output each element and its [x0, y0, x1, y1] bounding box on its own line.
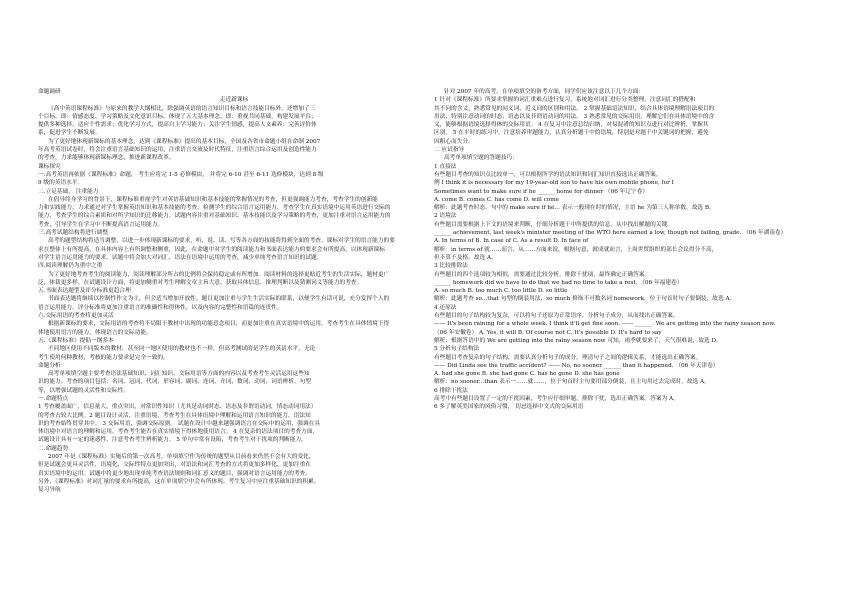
text-line: 三.高考试题结构将进行调整	[38, 230, 109, 237]
text-line: 的考查占较大比例。2 题目设计灵活，注重语境，考查考生在具体语境中理解和运用语言知识的能力，语法知	[38, 412, 311, 419]
text-line: 4 还原法	[434, 304, 457, 311]
text-line: A. had she gone B. she had gone C. has he gone D. she has gone	[434, 371, 620, 378]
text-line: 识的考查始终贯穿其中。 3 交际用语，强调交际原则。 试题在设计中越来越强调语言在交际中的运用，强调在具	[38, 420, 321, 427]
text-line: 根据新课标的要求，交际用语的考查将不局限于教材中出现的功能意念项目，而更加注重在真实语境中的运用，考查考生在具体情境下得	[48, 321, 390, 328]
text-line: 高考单项填空题的答题技巧：	[444, 155, 518, 162]
text-line: 6 多了解英美国家的风俗习惯， 切忌选择中文式的交际用语	[434, 404, 584, 411]
text-line: 求在整体上有所提高，在具体内容上有所调整和侧重，因此，在命题中对学生的阅读能力和书面表达能力的要求会有所提高，以体现新课标	[38, 246, 385, 253]
text-line: 义，能够根据语境选择得体的交际用语。 4 在复习中注意总结归纳，对易混淆的知识点进行对比辨析，掌握其	[434, 122, 709, 129]
text-line: 但不算不及格。故选 A。	[434, 254, 497, 261]
text-line: 在倡导终身学习的背景下，课程标准重视学生对英语基础知识和基本技能的掌握情况的考查，但更强调能力考查，考查学生的创新能	[48, 196, 378, 203]
text-line: 2007 年是《课程标准》实施后的第一次高考，单项填空作为传统的题型从目前看来仍然不会有大的变化，	[48, 454, 315, 461]
text-line: Sometimes want to make sure if he ______ home for dinner （06 年辽宁卷）	[434, 188, 649, 195]
text-line: 针对 2007 年的高考，在单项填空的备考方面，同学们应该注意以下几个方面：	[444, 89, 645, 95]
text-line: 泛，体裁更多样。在试题设计方面，将更加侧重对考生理解文章主旨大意、获取具体信息、推理判断以及猜测词义等能力的考查。	[38, 279, 363, 286]
section-heading: 命题分析	[38, 362, 61, 369]
text-line: 1 直接法	[434, 163, 457, 170]
text-line: 用法，特别注意动词的时态、语态以及非谓语动词的用法。 3 熟悉常见的交际用语，理解它们在具体语境中的含	[434, 113, 715, 120]
text-line: 的考查，力求能够体现新课标理念，推进新课程改革。	[38, 155, 175, 162]
text-line: 力和实践能力，力求通过对学生掌握英语知识和基本技能的考查，检测学生的综合语言运用能力，考查学生在真实语境中运用英语进行交际的	[38, 205, 391, 212]
text-line: 试题设计具有一定的迷惑性，注意考查考生辨析能力。 5 单句中常有设陷，考查考生对干扰项的判断能力。	[38, 437, 307, 444]
text-line: 高考的题型结构将适当调整，以进一步体现新课标的要求，听、说、读、写等各方面的技能将得到全面的考查。课标对学生的语言能力的要	[48, 238, 395, 245]
text-line: 《高中英语课程标准》与原来的教学大纲相比，除强调英语的语言知识目标和语言技能目标外，还增加了三	[48, 105, 316, 112]
text-line: 有些题目的句子结构较为复杂，可以将句子还原为正常语序，分析句子成分，从而找出正确答案。	[434, 313, 679, 320]
text-line: （06 年安徽卷） A. Yes, it will B. Of course not C. It's possible D. It's hard to say	[434, 329, 662, 336]
text-line: 2 语境法	[434, 213, 457, 220]
text-line: 年高考英语试卷时，将会注重语言基础知识的运用，注重语言交流及时代特征，注重语言综合运用及创造性能力	[38, 147, 317, 154]
text-line: 系，促进学生不断发展。	[38, 130, 101, 137]
text-line: 解析：此题考查时态。句中的 make sure if he... 表示一般现在时的情况，主语 he 为第三人称单数，故选 B。	[434, 205, 715, 212]
text-line: 为了更好地体现新课标的基本理念，达到《课程标准》提出的基本目标，全国及各省市命题小组在命制 2007	[48, 138, 321, 145]
text-line: 高考单项填空题主要考查语法基础知识、词汇知识、交际用语等方面的内容以及考查考生灵活运用这些知	[48, 371, 310, 378]
text-line: A. come B. comes C. has come D. will come	[434, 196, 559, 203]
text-line: 体语境中对语言的理解和运用。考查考生能否在真实情境下得体地使用语言。 4 在复杂的语法项目的考查方面，	[38, 429, 319, 436]
text-line: 一.命题特点	[38, 395, 69, 402]
text-line: 解析：此题考查 so...that 句型的倒装用法，so much 修饰不可数名词 homework，位于句首时句子要倒装，故选 A。	[434, 296, 736, 303]
text-line: A. In terms of B. In case of C. As a result D. In face of	[434, 238, 589, 245]
text-line: 解析：no sooner...than 表示一……就……，位于句首时主句要用部分倒装，且主句用过去完成时，故选 A。	[434, 379, 710, 386]
text-line: 等，以增强试题的灵活性和交际性。	[38, 387, 129, 394]
text-line: 二.命题趋势	[38, 445, 69, 452]
text-line: 3 比较排除法	[434, 263, 468, 270]
text-line: 9 级的英语水平。	[38, 180, 84, 187]
text-line: 高考中有些题目设置了一定的干扰因素，考生应仔细审题，排除干扰，选出正确答案。答案为 A。	[434, 395, 679, 402]
text-line: 六.交际用语的考查将更加灵活	[38, 313, 114, 320]
text-line: 1 针对《课程标准》所要求掌握的词汇重难点进行复习，系统地对词汇进行分类整理，注意词汇的搭配和	[434, 97, 696, 104]
section-heading: 课标探究	[38, 163, 61, 170]
text-line: 为了更好地考查考生的阅读能力，阅读理解部分所占的比例将会保持稳定或有所增加。阅读材料的选择更贴近考生的生活实际，题材更广	[48, 271, 390, 278]
text-line: 二.立足基础， 注重能力	[38, 188, 99, 195]
text-line: 例 I think it is necessary for my 19-year-old son to have his own mobile phone, for I	[434, 180, 674, 187]
text-line: 识的能力。考查的项目包括：名词、冠词、代词、形容词、副词、连词、介词、数词、动词、词语辨析、句型	[38, 379, 311, 386]
text-line: 不同地区使用不同版本的教材，甚至同一地区使用的教材也不一样，但高考测试的是学生的英语水平，无论	[48, 346, 316, 353]
right-column	[434, 88, 826, 412]
section-heading: 二 应试指导	[434, 147, 465, 154]
text-line: 有些题目考查的知识点比较单一，可以根据所学的语法知识和词汇知识直接选出正确答案。	[434, 171, 662, 178]
text-line: 其不同的含义，熟悉常见的同义词、近义词的区别和用法。 2 掌握基础语法知识，结合具体语境理解语法项目的	[434, 105, 715, 112]
text-line: 区别。 5 在平时的练习中，注意培养审题能力，认真分析题干中的语境，特别是对题干中关键词的把握，避免	[434, 130, 709, 137]
text-line: 语言运用能力。评分标准将更加注重语言的准确性和得体性，以及内容的完整性和语篇的连贯性。	[38, 304, 283, 311]
text-line: 真实语境中的运用。试题中将更少地出现单纯考查语法规则和词汇意义的题目，强调对语言运用能力的考查。	[38, 470, 311, 477]
text-line: 体地使用语言的能力，体现语言的交际功能。	[38, 329, 152, 336]
text-line: 提供多种选择，适应个性需求；优化学习方式，提高自主学习能力；关注学生情感，提高人文素养；完善评价体	[38, 122, 317, 129]
text-line: 五.书面表达题型及评分标准更趋合理	[38, 288, 131, 295]
section-heading: 复习导航	[38, 487, 61, 494]
text-line: 但是试题会更具灵活性，语境化、交际性特点更加突出，对语法和词汇考查的方式将更加多样化，更加注重在	[38, 462, 311, 469]
text-line: 5 分析句子结构法	[434, 346, 480, 353]
section-heading: 命题调研	[38, 89, 61, 95]
text-line: ______ achievement, last week's minister meeting of the WTO here earned a low, though not failing, grade. （06 年湖南卷）	[434, 230, 787, 237]
text-line: 书面表达题将继续以控制性作文为主，但会适当增加开放性。题目更加注重与学生生活实际的联系，以便学生有话可说，充分发挥个人的	[48, 296, 390, 303]
text-line: 能力，考查学生的综合素质和对所学知识的迁移能力。试题内容注重对基础知识、基本技能以及学习策略的考查，更加注重对语言运用能力的	[38, 213, 391, 220]
text-line: 对学生语言运用能力的要求。试题中将会加大对词汇、语法在语境中运用的考查，减少单纯考查语言知识的试题。	[38, 254, 323, 261]
text-line: —— Did Linda see the traffic accident? —— No, no sooner ______ than it happened. （06 年天津卷）	[434, 362, 719, 369]
text-line: 1 考查覆盖面广，信息量大，重点突出，对常识性知识（尤其是动词时态、语态及非谓语动词，情态动词用法）	[38, 404, 317, 411]
text-line: 有些题目需要根据上下文的语境来判断，仔细分析题干中所提供的信息，从中找出解题的关键。	[434, 221, 673, 228]
text-line: 因粗心而失分。	[434, 138, 474, 145]
text-line: 6 排除干扰法	[434, 387, 468, 394]
text-line: 有些题目的四个选项较为相似，需要通过比较分析，排除干扰项，最终确定正确答案。	[434, 271, 651, 278]
text-line: 走近新课标	[219, 97, 249, 104]
text-line: 一.高考英语再依据《课程标准》命题， 考生应将完 1-5 必修模块， 并将完 6-10 甚至 6-11 选修模块，达到 8 级	[38, 171, 324, 178]
text-line: 考生使用何种教材，考核的能力要求是完全一致的。	[38, 354, 169, 361]
text-line: 个目标，即：情感态度、学习策略及文化意识目标。体现了五大基本理念，即：重视共同基础，构建发展平台；	[38, 113, 317, 120]
text-line: A. so much B. too much C. too little D. so little	[434, 288, 568, 295]
text-line: —— It's been raining for a whole week. I think it'll get fine soon. —— ______. We are getting into the rainy season now.	[434, 321, 776, 328]
text-line: 四.阅读理解仍为重中之重	[38, 263, 103, 270]
left-column	[38, 88, 430, 495]
text-line: ______ homework did we have to do that we had no time to take a rest. （06 年福建卷）	[434, 279, 683, 286]
text-line: 解析：in terms of 就……而言，从……方面来说。根据句意，就成就而言，上周世贸组织的部长会议得分不高，	[434, 246, 718, 253]
text-line: 解析：根据答语中的 We are getting into the rainy season now 可知，雨季就要来了，天气很难说，故选 D。	[434, 337, 722, 344]
text-line: 另外，《课程标准》对词汇量的要求有所提高，这在单项填空中会有所体现。考生复习中应注重基础知识的积累。	[38, 478, 320, 485]
text-line: 五.《课程标准》提倡一纲多本	[38, 337, 114, 344]
text-line: 考查，引导学生在学习中不断提高语言运用能力。	[38, 221, 164, 228]
text-line: 有些题目考查复杂的句子结构，需要认真分析句子的成分，理清句子之间的逻辑关系，才能选出正确答案。	[434, 354, 702, 361]
